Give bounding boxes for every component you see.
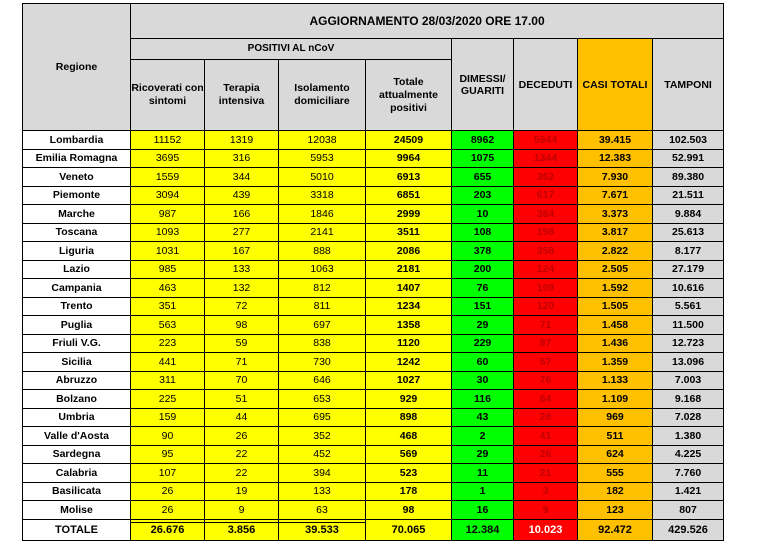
header-dimessi: DIMESSI/ GUARITI bbox=[452, 39, 514, 131]
terapia-cell: 71 bbox=[205, 353, 279, 372]
ricoverati-cell: 985 bbox=[131, 260, 205, 279]
casi-totali-cell: 1.458 bbox=[578, 316, 653, 335]
dimessi-cell: 108 bbox=[452, 223, 514, 242]
totale-positivi-cell: 9964 bbox=[366, 149, 452, 168]
terapia-cell: 22 bbox=[205, 445, 279, 464]
header-terapia: Terapia intensiva bbox=[205, 60, 279, 131]
isolamento-cell: 5953 bbox=[279, 149, 366, 168]
dimessi-cell: 29 bbox=[452, 316, 514, 335]
ricoverati-cell: 3094 bbox=[131, 186, 205, 205]
table-row bbox=[23, 427, 724, 446]
terapia-cell: 98 bbox=[205, 316, 279, 335]
ricoverati-cell: 311 bbox=[131, 371, 205, 390]
totale-positivi-cell: 523 bbox=[366, 464, 452, 483]
isolamento-cell: 697 bbox=[279, 316, 366, 335]
deceduti-cell: 41 bbox=[514, 427, 578, 446]
totale-positivi-cell: 569 bbox=[366, 445, 452, 464]
isolamento-cell: 888 bbox=[279, 242, 366, 261]
table-row bbox=[23, 242, 724, 261]
region-cell: Sicilia bbox=[23, 353, 131, 372]
casi-totali-cell: 1.133 bbox=[578, 371, 653, 390]
total-dimessi-cell: 12.384 bbox=[452, 519, 514, 540]
dimessi-cell: 60 bbox=[452, 353, 514, 372]
ricoverati-cell: 441 bbox=[131, 353, 205, 372]
deceduti-cell: 5944 bbox=[514, 131, 578, 150]
deceduti-cell: 76 bbox=[514, 371, 578, 390]
dimessi-cell: 229 bbox=[452, 334, 514, 353]
deceduti-cell: 3 bbox=[514, 482, 578, 501]
totale-positivi-cell: 6851 bbox=[366, 186, 452, 205]
deceduti-cell: 198 bbox=[514, 223, 578, 242]
deceduti-cell: 57 bbox=[514, 353, 578, 372]
total-deceduti-cell: 10.023 bbox=[514, 519, 578, 540]
totale-positivi-cell: 178 bbox=[366, 482, 452, 501]
casi-totali-cell: 3.817 bbox=[578, 223, 653, 242]
tamponi-cell: 52.991 bbox=[653, 149, 724, 168]
table-row bbox=[23, 131, 724, 150]
header-positivi: POSITIVI AL nCoV bbox=[131, 39, 452, 60]
table-row bbox=[23, 168, 724, 187]
table-row bbox=[23, 371, 724, 390]
region-cell: Emilia Romagna bbox=[23, 149, 131, 168]
deceduti-cell: 26 bbox=[514, 445, 578, 464]
table-row bbox=[23, 464, 724, 483]
region-cell: Trento bbox=[23, 297, 131, 316]
ricoverati-cell: 987 bbox=[131, 205, 205, 224]
totale-positivi-cell: 2181 bbox=[366, 260, 452, 279]
header-ricoverati: Ricoverati con sintomi bbox=[131, 60, 205, 131]
dimessi-cell: 1 bbox=[452, 482, 514, 501]
header-deceduti: DECEDUTI bbox=[514, 39, 578, 131]
ricoverati-cell: 107 bbox=[131, 464, 205, 483]
table-row bbox=[23, 353, 724, 372]
region-cell: Friuli V.G. bbox=[23, 334, 131, 353]
deceduti-cell: 617 bbox=[514, 186, 578, 205]
tamponi-cell: 89.380 bbox=[653, 168, 724, 187]
totale-positivi-cell: 1234 bbox=[366, 297, 452, 316]
tamponi-cell: 7.760 bbox=[653, 464, 724, 483]
totale-positivi-cell: 98 bbox=[366, 501, 452, 520]
tamponi-cell: 12.723 bbox=[653, 334, 724, 353]
ricoverati-cell: 351 bbox=[131, 297, 205, 316]
terapia-cell: 167 bbox=[205, 242, 279, 261]
total-region-cell: TOTALE bbox=[23, 519, 131, 540]
casi-totali-cell: 2.822 bbox=[578, 242, 653, 261]
dimessi-cell: 203 bbox=[452, 186, 514, 205]
totale-positivi-cell: 1027 bbox=[366, 371, 452, 390]
casi-totali-cell: 555 bbox=[578, 464, 653, 483]
terapia-cell: 439 bbox=[205, 186, 279, 205]
isolamento-cell: 3318 bbox=[279, 186, 366, 205]
isolamento-cell: 5010 bbox=[279, 168, 366, 187]
region-cell: Marche bbox=[23, 205, 131, 224]
casi-totali-cell: 3.373 bbox=[578, 205, 653, 224]
terapia-cell: 44 bbox=[205, 408, 279, 427]
totale-positivi-cell: 1120 bbox=[366, 334, 452, 353]
deceduti-cell: 71 bbox=[514, 316, 578, 335]
region-cell: Puglia bbox=[23, 316, 131, 335]
ricoverati-cell: 11152 bbox=[131, 131, 205, 150]
deceduti-cell: 64 bbox=[514, 390, 578, 409]
casi-totali-cell: 123 bbox=[578, 501, 653, 520]
dimessi-cell: 11 bbox=[452, 464, 514, 483]
casi-totali-cell: 182 bbox=[578, 482, 653, 501]
footer-line bbox=[130, 522, 365, 523]
totale-positivi-cell: 2999 bbox=[366, 205, 452, 224]
ricoverati-cell: 3695 bbox=[131, 149, 205, 168]
tamponi-cell: 27.179 bbox=[653, 260, 724, 279]
totale-positivi-cell: 24509 bbox=[366, 131, 452, 150]
table-row bbox=[23, 445, 724, 464]
header-title: AGGIORNAMENTO 28/03/2020 ORE 17.00 bbox=[131, 4, 724, 39]
isolamento-cell: 1063 bbox=[279, 260, 366, 279]
totale-positivi-cell: 6913 bbox=[366, 168, 452, 187]
casi-totali-cell: 1.359 bbox=[578, 353, 653, 372]
isolamento-cell: 812 bbox=[279, 279, 366, 298]
casi-totali-cell: 12.383 bbox=[578, 149, 653, 168]
totale-positivi-cell: 1407 bbox=[366, 279, 452, 298]
table-row bbox=[23, 223, 724, 242]
deceduti-cell: 109 bbox=[514, 279, 578, 298]
table-row bbox=[23, 297, 724, 316]
region-cell: Lombardia bbox=[23, 131, 131, 150]
isolamento-cell: 695 bbox=[279, 408, 366, 427]
region-cell: Basilicata bbox=[23, 482, 131, 501]
totale-positivi-cell: 468 bbox=[366, 427, 452, 446]
isolamento-cell: 730 bbox=[279, 353, 366, 372]
totals-row bbox=[23, 519, 724, 540]
casi-totali-cell: 511 bbox=[578, 427, 653, 446]
terapia-cell: 22 bbox=[205, 464, 279, 483]
dimessi-cell: 43 bbox=[452, 408, 514, 427]
tamponi-cell: 8.177 bbox=[653, 242, 724, 261]
region-cell: Campania bbox=[23, 279, 131, 298]
ricoverati-cell: 563 bbox=[131, 316, 205, 335]
terapia-cell: 19 bbox=[205, 482, 279, 501]
region-cell: Lazio bbox=[23, 260, 131, 279]
dimessi-cell: 76 bbox=[452, 279, 514, 298]
terapia-cell: 51 bbox=[205, 390, 279, 409]
header-casi-totali: CASI TOTALI bbox=[578, 39, 653, 131]
tamponi-cell: 102.503 bbox=[653, 131, 724, 150]
dimessi-cell: 116 bbox=[452, 390, 514, 409]
casi-totali-cell: 969 bbox=[578, 408, 653, 427]
casi-totali-cell: 39.415 bbox=[578, 131, 653, 150]
totale-positivi-cell: 2086 bbox=[366, 242, 452, 261]
region-cell: Umbria bbox=[23, 408, 131, 427]
deceduti-cell: 124 bbox=[514, 260, 578, 279]
region-cell: Piemonte bbox=[23, 186, 131, 205]
deceduti-cell: 87 bbox=[514, 334, 578, 353]
terapia-cell: 316 bbox=[205, 149, 279, 168]
region-cell: Veneto bbox=[23, 168, 131, 187]
table-row bbox=[23, 390, 724, 409]
ricoverati-cell: 90 bbox=[131, 427, 205, 446]
dimessi-cell: 1075 bbox=[452, 149, 514, 168]
dimessi-cell: 151 bbox=[452, 297, 514, 316]
table-row bbox=[23, 482, 724, 501]
deceduti-cell: 120 bbox=[514, 297, 578, 316]
totale-positivi-cell: 3511 bbox=[366, 223, 452, 242]
terapia-cell: 26 bbox=[205, 427, 279, 446]
terapia-cell: 1319 bbox=[205, 131, 279, 150]
tamponi-cell: 9.168 bbox=[653, 390, 724, 409]
total-tamponi-cell: 429.526 bbox=[653, 519, 724, 540]
tamponi-cell: 13.096 bbox=[653, 353, 724, 372]
casi-totali-cell: 1.505 bbox=[578, 297, 653, 316]
header-isolamento: Isolamento domiciliare bbox=[279, 60, 366, 131]
covid-data-table bbox=[22, 3, 724, 541]
total-totale-positivi-cell: 70.065 bbox=[366, 519, 452, 540]
table-row bbox=[23, 408, 724, 427]
ricoverati-cell: 225 bbox=[131, 390, 205, 409]
casi-totali-cell: 7.930 bbox=[578, 168, 653, 187]
tamponi-cell: 11.500 bbox=[653, 316, 724, 335]
deceduti-cell: 28 bbox=[514, 408, 578, 427]
isolamento-cell: 811 bbox=[279, 297, 366, 316]
dimessi-cell: 378 bbox=[452, 242, 514, 261]
table-row bbox=[23, 205, 724, 224]
isolamento-cell: 646 bbox=[279, 371, 366, 390]
casi-totali-cell: 1.436 bbox=[578, 334, 653, 353]
deceduti-cell: 21 bbox=[514, 464, 578, 483]
region-cell: Calabria bbox=[23, 464, 131, 483]
table-row bbox=[23, 334, 724, 353]
table-row bbox=[23, 279, 724, 298]
dimessi-cell: 16 bbox=[452, 501, 514, 520]
terapia-cell: 59 bbox=[205, 334, 279, 353]
tamponi-cell: 9.884 bbox=[653, 205, 724, 224]
deceduti-cell: 1344 bbox=[514, 149, 578, 168]
region-cell: Molise bbox=[23, 501, 131, 520]
totale-positivi-cell: 1358 bbox=[366, 316, 452, 335]
isolamento-cell: 1846 bbox=[279, 205, 366, 224]
deceduti-cell: 9 bbox=[514, 501, 578, 520]
casi-totali-cell: 1.592 bbox=[578, 279, 653, 298]
totale-positivi-cell: 1242 bbox=[366, 353, 452, 372]
tamponi-cell: 21.511 bbox=[653, 186, 724, 205]
isolamento-cell: 653 bbox=[279, 390, 366, 409]
dimessi-cell: 8962 bbox=[452, 131, 514, 150]
ricoverati-cell: 223 bbox=[131, 334, 205, 353]
region-cell: Toscana bbox=[23, 223, 131, 242]
tamponi-cell: 25.613 bbox=[653, 223, 724, 242]
table-row bbox=[23, 316, 724, 335]
deceduti-cell: 362 bbox=[514, 168, 578, 187]
isolamento-cell: 133 bbox=[279, 482, 366, 501]
ricoverati-cell: 1559 bbox=[131, 168, 205, 187]
totale-positivi-cell: 898 bbox=[366, 408, 452, 427]
region-cell: Sardegna bbox=[23, 445, 131, 464]
casi-totali-cell: 624 bbox=[578, 445, 653, 464]
dimessi-cell: 29 bbox=[452, 445, 514, 464]
isolamento-cell: 352 bbox=[279, 427, 366, 446]
dimessi-cell: 10 bbox=[452, 205, 514, 224]
isolamento-cell: 394 bbox=[279, 464, 366, 483]
ricoverati-cell: 159 bbox=[131, 408, 205, 427]
region-cell: Abruzzo bbox=[23, 371, 131, 390]
tamponi-cell: 10.616 bbox=[653, 279, 724, 298]
isolamento-cell: 2141 bbox=[279, 223, 366, 242]
terapia-cell: 133 bbox=[205, 260, 279, 279]
terapia-cell: 344 bbox=[205, 168, 279, 187]
dimessi-cell: 30 bbox=[452, 371, 514, 390]
total-terapia-cell: 3.856 bbox=[205, 519, 279, 540]
ricoverati-cell: 1093 bbox=[131, 223, 205, 242]
header-totale-positivi: Totale attualmente positivi bbox=[366, 60, 452, 131]
casi-totali-cell: 2.505 bbox=[578, 260, 653, 279]
isolamento-cell: 12038 bbox=[279, 131, 366, 150]
table-row bbox=[23, 501, 724, 520]
deceduti-cell: 364 bbox=[514, 205, 578, 224]
terapia-cell: 132 bbox=[205, 279, 279, 298]
deceduti-cell: 358 bbox=[514, 242, 578, 261]
header-tamponi: TAMPONI bbox=[653, 39, 724, 131]
isolamento-cell: 63 bbox=[279, 501, 366, 520]
tamponi-cell: 7.028 bbox=[653, 408, 724, 427]
totale-positivi-cell: 929 bbox=[366, 390, 452, 409]
tamponi-cell: 1.380 bbox=[653, 427, 724, 446]
header-regione: Regione bbox=[23, 4, 131, 131]
casi-totali-cell: 7.671 bbox=[578, 186, 653, 205]
terapia-cell: 277 bbox=[205, 223, 279, 242]
terapia-cell: 70 bbox=[205, 371, 279, 390]
terapia-cell: 9 bbox=[205, 501, 279, 520]
table-row bbox=[23, 149, 724, 168]
table-row bbox=[23, 186, 724, 205]
region-cell: Valle d'Aosta bbox=[23, 427, 131, 446]
tamponi-cell: 807 bbox=[653, 501, 724, 520]
table-row bbox=[23, 260, 724, 279]
total-isolamento-cell: 39.533 bbox=[279, 519, 366, 540]
isolamento-cell: 452 bbox=[279, 445, 366, 464]
total-casi-totali-cell: 92.472 bbox=[578, 519, 653, 540]
ricoverati-cell: 463 bbox=[131, 279, 205, 298]
ricoverati-cell: 1031 bbox=[131, 242, 205, 261]
ricoverati-cell: 26 bbox=[131, 482, 205, 501]
casi-totali-cell: 1.109 bbox=[578, 390, 653, 409]
terapia-cell: 72 bbox=[205, 297, 279, 316]
region-cell: Liguria bbox=[23, 242, 131, 261]
dimessi-cell: 655 bbox=[452, 168, 514, 187]
dimessi-cell: 200 bbox=[452, 260, 514, 279]
region-cell: Bolzano bbox=[23, 390, 131, 409]
total-ricoverati-cell: 26.676 bbox=[131, 519, 205, 540]
tamponi-cell: 5.561 bbox=[653, 297, 724, 316]
isolamento-cell: 838 bbox=[279, 334, 366, 353]
tamponi-cell: 4.225 bbox=[653, 445, 724, 464]
terapia-cell: 166 bbox=[205, 205, 279, 224]
tamponi-cell: 7.003 bbox=[653, 371, 724, 390]
ricoverati-cell: 95 bbox=[131, 445, 205, 464]
dimessi-cell: 2 bbox=[452, 427, 514, 446]
tamponi-cell: 1.421 bbox=[653, 482, 724, 501]
ricoverati-cell: 26 bbox=[131, 501, 205, 520]
